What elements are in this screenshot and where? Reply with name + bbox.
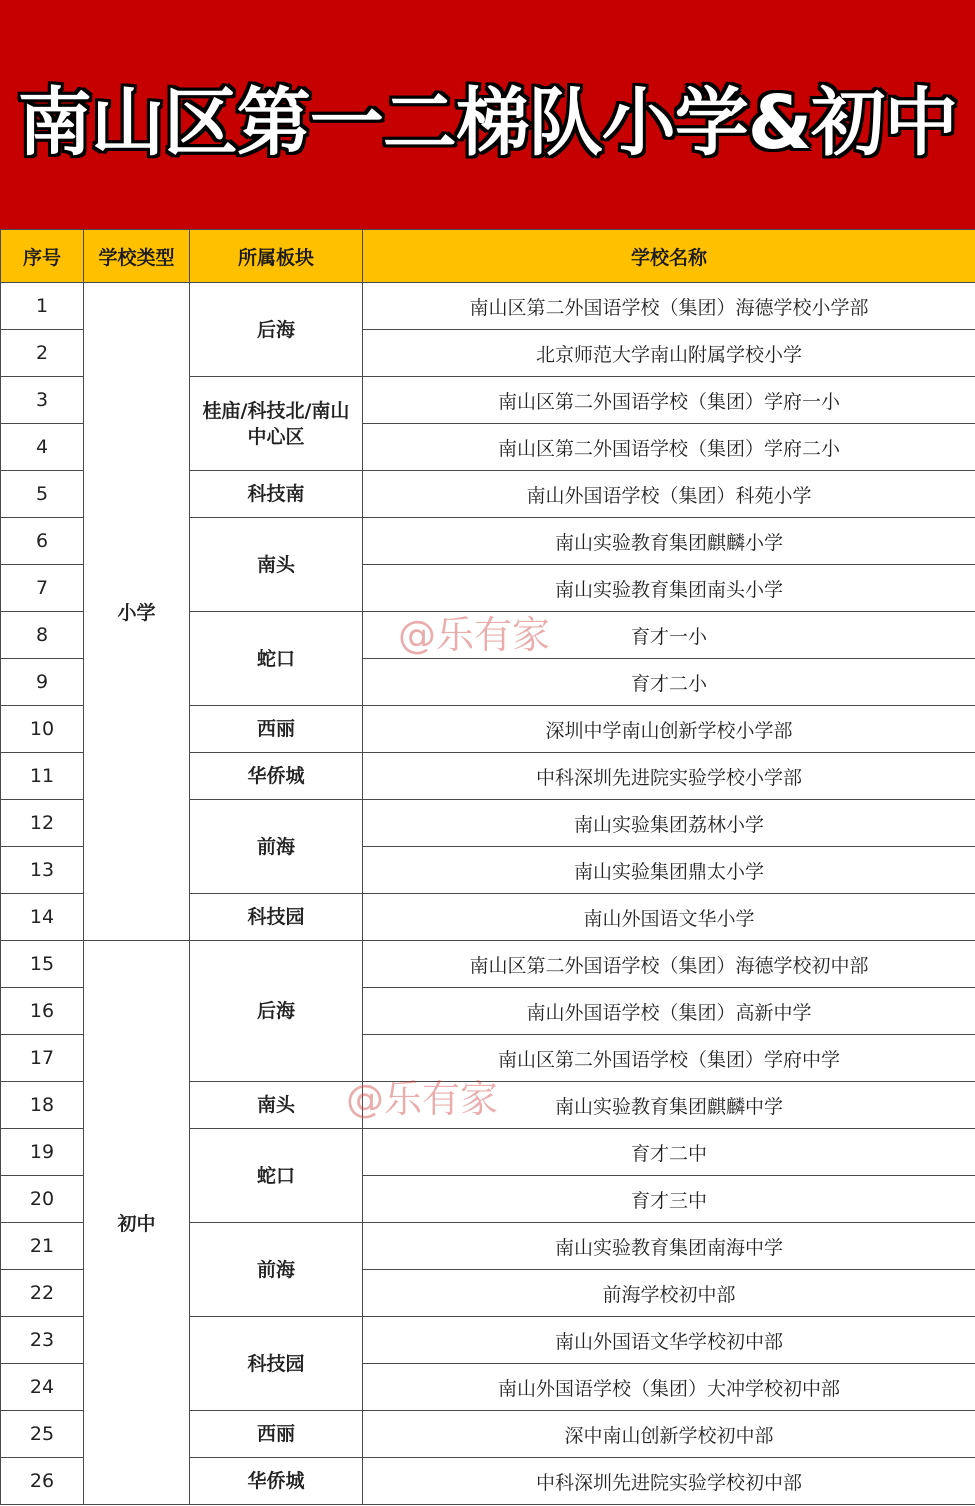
- school-name-cell: 南山实验集团荔林小学: [363, 800, 975, 847]
- school-name-cell: 南山实验教育集团南海中学: [363, 1223, 975, 1270]
- row-number: 21: [1, 1223, 84, 1270]
- school-type-cell: 小学: [84, 283, 190, 941]
- row-number: 16: [1, 988, 84, 1035]
- school-name-cell: 南山区第二外国语学校（集团）学府一小: [363, 377, 975, 424]
- school-name-cell: 南山区第二外国语学校（集团）海德学校小学部: [363, 283, 975, 330]
- row-number: 12: [1, 800, 84, 847]
- watermark-upper: @乐有家: [398, 613, 551, 657]
- row-number: 23: [1, 1317, 84, 1364]
- row-number: 13: [1, 847, 84, 894]
- school-name-cell: 南山区第二外国语学校（集团）学府中学: [363, 1035, 975, 1082]
- district-cell: 南头: [190, 1082, 363, 1129]
- school-name-cell: 育才二中: [363, 1129, 975, 1176]
- watermark-lower: @乐有家: [346, 1077, 499, 1121]
- district-cell: 后海: [190, 283, 363, 377]
- district-cell: 西丽: [190, 1411, 363, 1458]
- column-header-no: 序号: [1, 230, 84, 283]
- district-cell: 科技南: [190, 471, 363, 518]
- school-name-cell: 中科深圳先进院实验学校初中部: [363, 1458, 975, 1505]
- row-number: 19: [1, 1129, 84, 1176]
- school-name-cell: 南山外国语文华小学: [363, 894, 975, 941]
- row-number: 6: [1, 518, 84, 565]
- school-name-cell: 南山外国语文华学校初中部: [363, 1317, 975, 1364]
- district-cell: 蛇口: [190, 612, 363, 706]
- table-row: [1, 941, 975, 988]
- school-name-cell: 育才三中: [363, 1176, 975, 1223]
- district-cell: 西丽: [190, 706, 363, 753]
- school-name-cell: 南山外国语学校（集团）科苑小学: [363, 471, 975, 518]
- school-type-cell: 初中: [84, 941, 190, 1505]
- row-number: 17: [1, 1035, 84, 1082]
- row-number: 1: [1, 283, 84, 330]
- district-cell: 华侨城: [190, 753, 363, 800]
- school-name-cell: 南山实验集团鼎太小学: [363, 847, 975, 894]
- row-number: 26: [1, 1458, 84, 1505]
- school-name-cell: 南山区第二外国语学校（集团）海德学校初中部: [363, 941, 975, 988]
- school-name-cell: 深圳中学南山创新学校小学部: [363, 706, 975, 753]
- row-number: 5: [1, 471, 84, 518]
- table-header-row: [1, 230, 975, 283]
- school-name-cell: 南山区第二外国语学校（集团）学府二小: [363, 424, 975, 471]
- row-number: 24: [1, 1364, 84, 1411]
- column-header-name: 学校名称: [363, 230, 975, 283]
- row-number: 15: [1, 941, 84, 988]
- row-number: 20: [1, 1176, 84, 1223]
- school-name-cell: 育才一小: [363, 612, 975, 659]
- row-number: 25: [1, 1411, 84, 1458]
- row-number: 22: [1, 1270, 84, 1317]
- district-cell: 后海: [190, 941, 363, 1082]
- school-name-cell: 南山实验教育集团麒麟中学: [363, 1082, 975, 1129]
- district-cell: 华侨城: [190, 1458, 363, 1505]
- row-number: 9: [1, 659, 84, 706]
- row-number: 7: [1, 565, 84, 612]
- column-header-area: 所属板块: [190, 230, 363, 283]
- school-name-cell: 南山实验教育集团麒麟小学: [363, 518, 975, 565]
- row-number: 18: [1, 1082, 84, 1129]
- row-number: 2: [1, 330, 84, 377]
- district-cell: 科技园: [190, 1317, 363, 1411]
- district-cell: 前海: [190, 800, 363, 894]
- school-name-cell: 前海学校初中部: [363, 1270, 975, 1317]
- table-row: [1, 283, 975, 330]
- district-cell: 南头: [190, 518, 363, 612]
- district-cell: 前海: [190, 1223, 363, 1317]
- page-title: 南山区第一二梯队小学&初中: [17, 80, 958, 166]
- district-cell: 蛇口: [190, 1129, 363, 1223]
- title-banner: [0, 0, 975, 229]
- row-number: 14: [1, 894, 84, 941]
- district-cell: 科技园: [190, 894, 363, 941]
- district-cell: 桂庙/科技北/南山中心区: [190, 377, 363, 471]
- school-name-cell: 中科深圳先进院实验学校小学部: [363, 753, 975, 800]
- school-name-cell: 南山实验教育集团南头小学: [363, 565, 975, 612]
- school-name-cell: 深中南山创新学校初中部: [363, 1411, 975, 1458]
- row-number: 11: [1, 753, 84, 800]
- school-table: [0, 229, 975, 1505]
- school-name-cell: 南山外国语学校（集团）大冲学校初中部: [363, 1364, 975, 1411]
- school-name-cell: 南山外国语学校（集团）高新中学: [363, 988, 975, 1035]
- school-name-cell: 育才二小: [363, 659, 975, 706]
- row-number: 4: [1, 424, 84, 471]
- row-number: 3: [1, 377, 84, 424]
- table-body: [1, 283, 975, 1505]
- row-number: 10: [1, 706, 84, 753]
- row-number: 8: [1, 612, 84, 659]
- school-name-cell: 北京师范大学南山附属学校小学: [363, 330, 975, 377]
- column-header-type: 学校类型: [84, 230, 190, 283]
